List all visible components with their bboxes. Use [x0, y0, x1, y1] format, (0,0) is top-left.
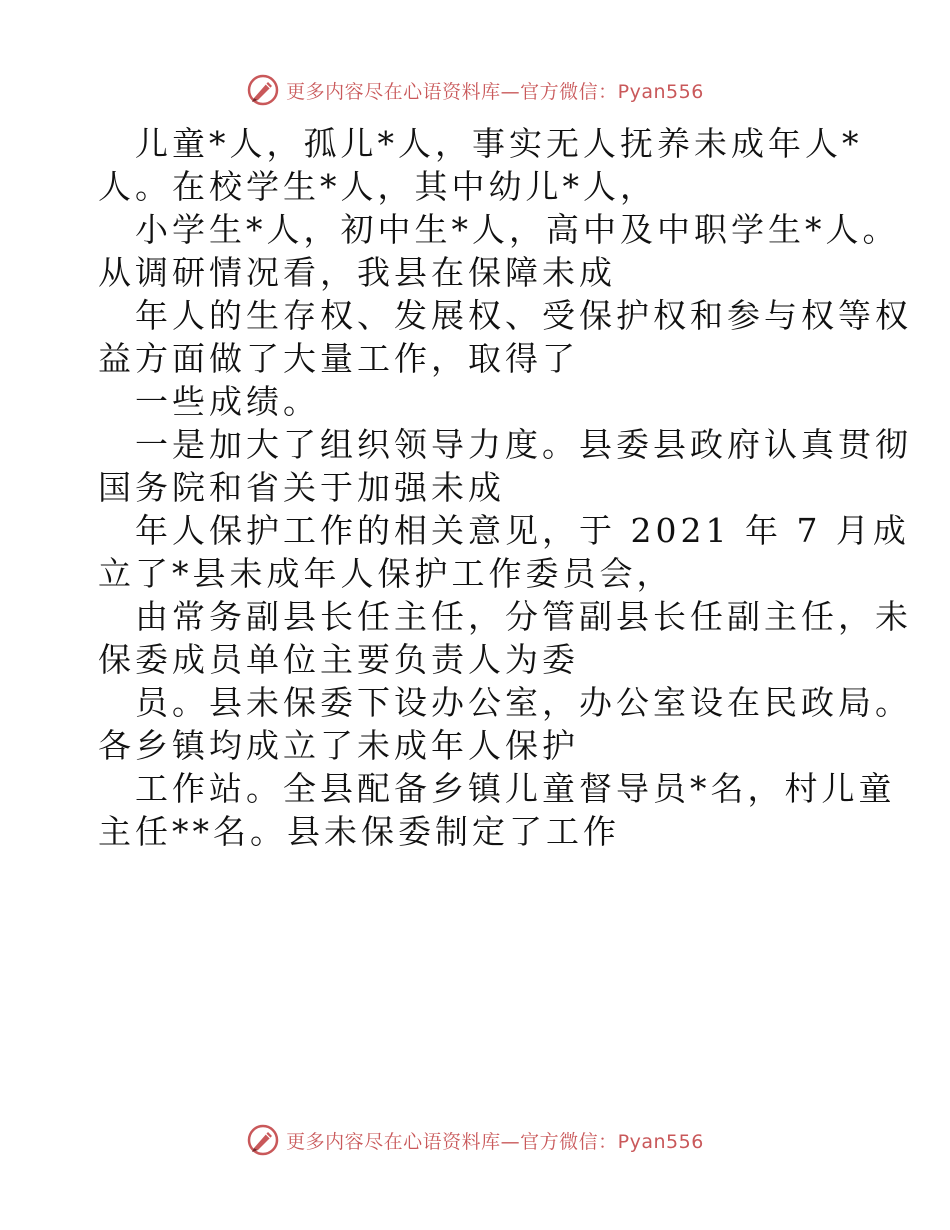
header-banner-text: 更多内容尽在心语资料库—官方微信：Pyan556 — [286, 80, 704, 103]
text-line: 儿童*人，孤儿*人，事实无人抚养未成年人* — [135, 124, 863, 163]
text-line: 主任**名。县未保委制定了工作 — [98, 812, 620, 851]
pen-logo-icon — [246, 1123, 280, 1157]
text-line: 各乡镇均成立了未成年人保护 — [98, 726, 579, 765]
text-line: 工作站。全县配备乡镇儿童督导员*名，村儿童 — [135, 769, 896, 808]
text-line: 一些成绩。 — [135, 382, 320, 421]
text-line: 小学生*人，初中生*人，高中及中职学生*人。 — [135, 210, 900, 249]
footer-banner — [0, 1120, 950, 1160]
text-line: 由常务副县长任主任，分管副县长任副主任，未 — [135, 597, 912, 636]
header-banner — [0, 70, 950, 110]
text-line: 立了*县未成年人保护工作委员会， — [98, 554, 674, 593]
text-line: 从调研情况看，我县在保障未成 — [98, 253, 616, 292]
text-line: 人。在校学生*人，其中幼儿*人， — [98, 167, 657, 206]
pen-logo-icon — [246, 73, 280, 107]
footer-banner-text: 更多内容尽在心语资料库—官方微信：Pyan556 — [286, 1130, 704, 1153]
text-line: 一是加大了组织领导力度。县委县政府认真贯彻 — [135, 425, 912, 464]
text-line: 保委成员单位主要负责人为委 — [98, 640, 579, 679]
text-line: 年人的生存权、发展权、受保护权和参与权等权 — [135, 296, 912, 335]
text-line: 年人保护工作的相关意见，于 2021 年 7 月成 — [135, 511, 910, 550]
document-body — [98, 122, 912, 853]
text-line: 国务院和省关于加强未成 — [98, 468, 505, 507]
text-line: 员。县未保委下设办公室，办公室设在民政局。 — [135, 683, 912, 722]
text-line: 益方面做了大量工作，取得了 — [98, 339, 579, 378]
